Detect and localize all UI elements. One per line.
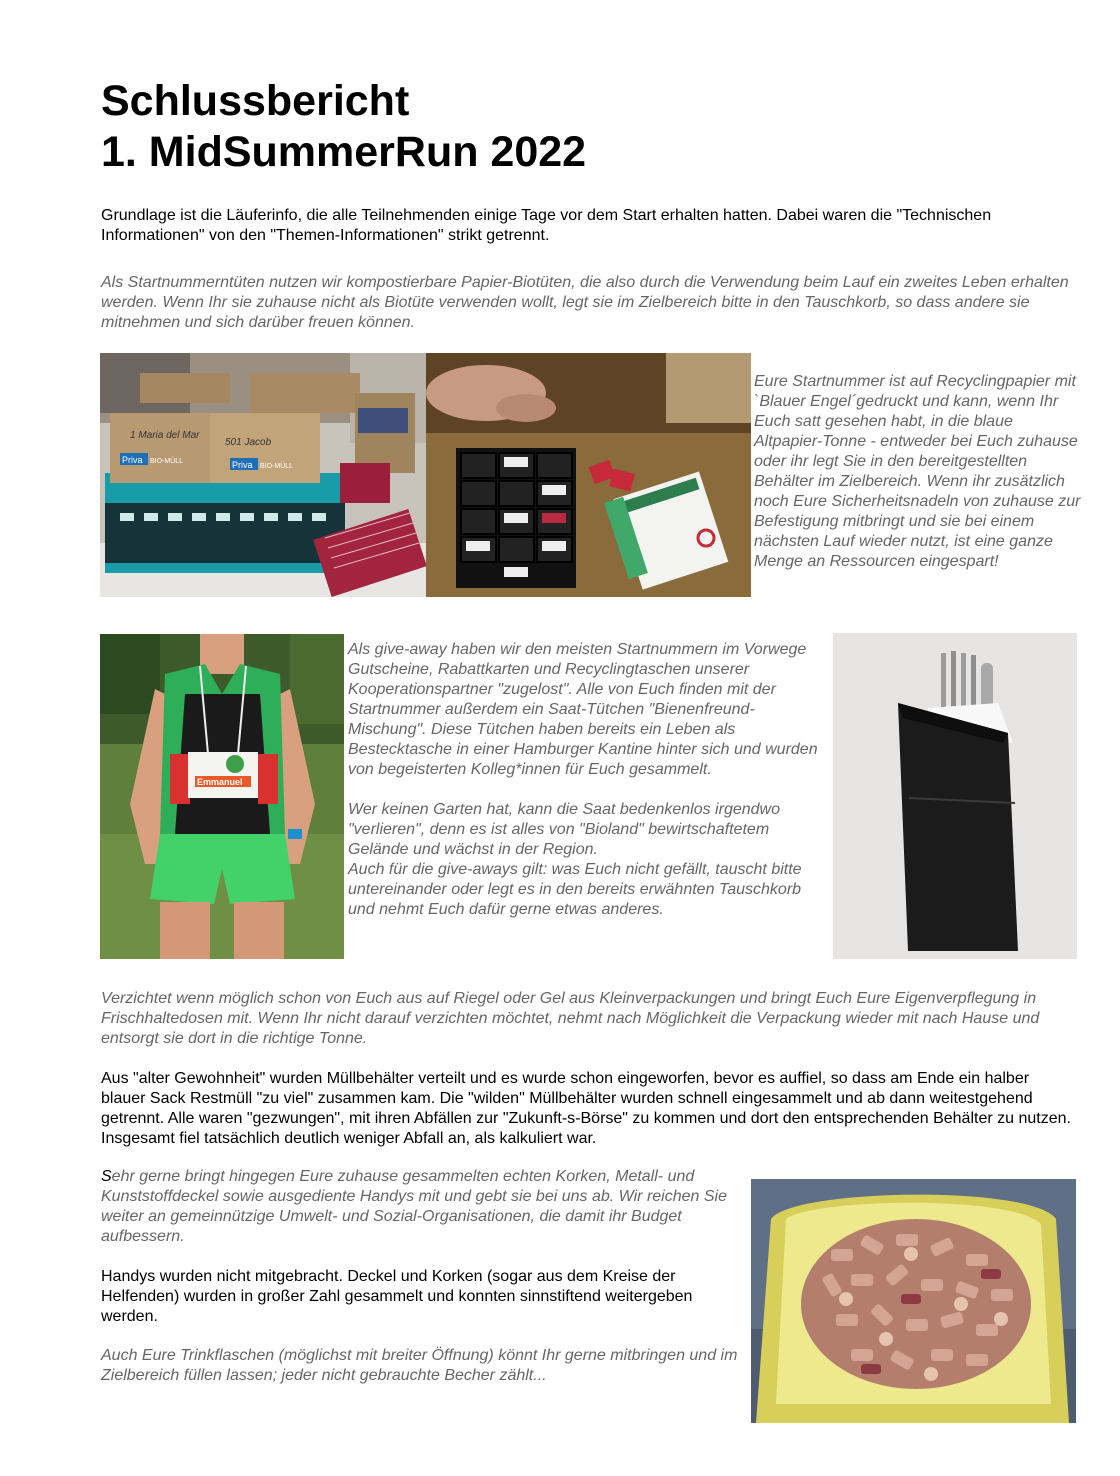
bag-handwriting-2: 501 Jacob xyxy=(225,437,272,448)
info-giveaway-3: Auch für die give-aways gilt: was Euch nicht gefällt, tauscht bitte untereinander oder legt es in den bereits erwähnten Tauschkorb und nehmt Euch dafür gerne etwas anderes. xyxy=(348,861,802,918)
info-korken-initial: S xyxy=(101,1168,112,1185)
photo-collected-corks xyxy=(751,1179,1076,1423)
bag-text-1: BIO-MÜLL xyxy=(150,458,184,465)
info-korken-text: ehr gerne bringt hingegen Eure zuhause gesammelten echten Korken, Metall- und Kunststoffdeckel sowie ausgediente Handys mit und gebt sie bei uns ab. Wir reichen Sie weiter an gemeinnützige Umwelt- und Sozial-Organisationen, die damit ihr Budget aufbessern. xyxy=(101,1168,727,1245)
intro-paragraph: Grundlage ist die Läuferinfo, die alle Teilnehmenden einige Tage vor dem Start erhalten hatten. Dabei waren die "Technischen Informationen" von den "Themen-Informationen" strikt getrennt. xyxy=(101,207,992,244)
photo-bio-bags-crate xyxy=(100,353,426,597)
info-verpackung: Verzichtet wenn möglich schon von Euch aus auf Riegel oder Gel aus Kleinverpackungen und bringt Euch Eure Eigenverpflegung in Frischhaltedosen mit. Wenn Ihr nicht darauf verzichten möchtet, nehmt nach Möglichkeit die Verpackung wieder mit nach Hause und entsorgt sie dort in die richtige Tonne. xyxy=(101,990,1040,1047)
bag-text-2: BIO-MÜLL xyxy=(260,463,294,470)
bib-name: Emmanuel xyxy=(197,777,243,787)
info-korken xyxy=(101,1167,751,1247)
info-giveaway-block xyxy=(348,640,823,920)
photo-bib-sorting-tray xyxy=(426,353,751,597)
bag-handwriting-1: 1 Maria del Mar xyxy=(130,430,200,441)
title-line-2: 1. MidSummerRun 2022 xyxy=(101,128,587,176)
photo-runner-with-bib xyxy=(100,634,344,959)
bag-label-2: Priva xyxy=(232,460,253,470)
bag-label-1: Priva xyxy=(122,455,143,465)
info-trinkflaschen: Auch Eure Trinkflaschen (möglichst mit breiter Öffnung) könnt Ihr gerne mitbringen und im Zielbereich füllen lassen; jeder nicht gebrauchte Becher zählt... xyxy=(101,1347,738,1384)
info-giveaway-2: Wer keinen Garten hat, kann die Saat bedenkenlos irgendwo "verlieren", denn es ist alles von "Bioland" bewirtschaftetem Gelände und wächst in der Region. xyxy=(348,801,780,858)
title-line-1: Schlussbericht xyxy=(101,77,410,125)
info-giveaway-1: Als give-away haben wir den meisten Startnummern im Vorwege Gutscheine, Rabattkarten und Recyclingtaschen unserer Kooperationspartner "zugelost". Alle von Euch finden mit der Startnummer außerdem ein Saat-Tütchen "Bienenfreund-Mischung". Diese Tütchen haben bereits ein Leben als Bestecktasche in einer Hamburger Kantine hinter sich und wurden von begeisterten Kolleg*innen für Euch gesammelt. xyxy=(348,641,818,778)
info-startnummer: Eure Startnummer ist auf Recyclingpapier mit `Blauer Engel´gedruckt und kann, wenn Ihr Euch satt gesehen habt, in die blaue Altpapier-Tonne - entweder bei Euch zuhause oder ihr legt Sie in den bereitgestellten Behälter im Zielbereich. Wenn ihr zusätzlich noch Eure Sicherheitsnadeln von zuhause zur Befestigung mitbringt und sie bei einem nächsten Lauf wieder nutzt, ist eine ganze Menge an Ressourcen eingespart! xyxy=(754,373,1081,570)
report-handys: Handys wurden nicht mitgebracht. Deckel und Korken (sogar aus dem Kreise der Helfenden) wurden in großer Zahl gesammelt und konnten sinnstiftend weitergeben werden. xyxy=(101,1268,693,1325)
report-muell: Aus "alter Gewohnheit" wurden Müllbehälter verteilt und es wurde schon eingeworfen, bevor es auffiel, so dass am Ende ein halber blauer Sack Restmüll "zu viel" zusammen kam. Die "wilden" Müllbehälter wurden schnell eingesammelt und ab dann weitestgehend getrennt. Alle waren "gezwungen", mit ihren Abfällen zur "Zukunft-s-Börse" zu kommen und dort den entsprechenden Behälter zu nutzen. Insgesamt fiel tatsächlich deutlich weniger Abfall an, als kalkuliert war. xyxy=(101,1070,1071,1147)
page-title xyxy=(101,76,586,178)
photo-cutlery-pouch xyxy=(833,633,1077,959)
info-startnummerntueten: Als Startnummerntüten nutzen wir kompostierbare Papier-Biotüten, die also durch die Verwendung beim Lauf ein zweites Leben erhalten werden. Wenn Ihr sie zuhause nicht als Biotüte verwenden wollt, legt sie im Zielbereich bitte in den Tauschkorb, so dass andere sie mitnehmen und sich darüber freuen können. xyxy=(101,274,1069,331)
